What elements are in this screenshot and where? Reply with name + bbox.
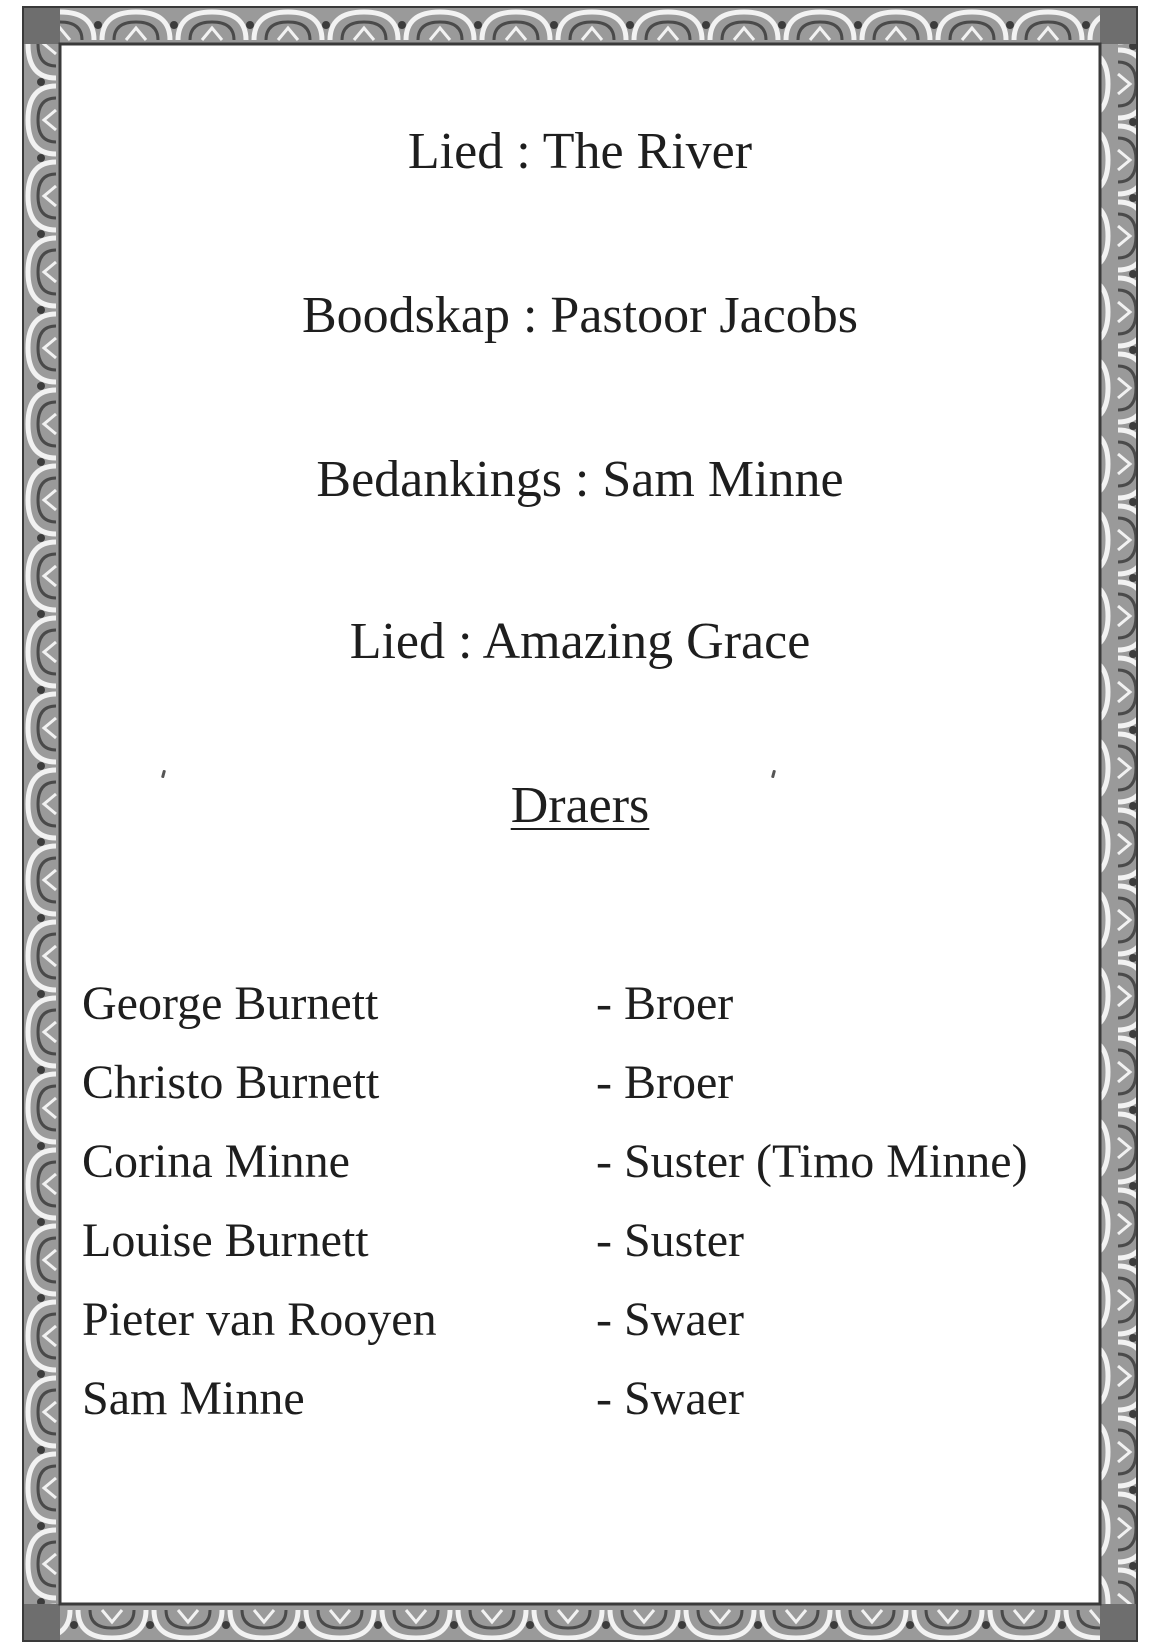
bearer-row [82,1201,1082,1280]
bearer-name: Corina Minne [82,1135,350,1188]
bearer-row [82,1280,1082,1359]
draers-heading: Draers [510,777,650,834]
bearer-row [82,1359,1082,1438]
bearer-name: Louise Burnett [82,1214,369,1267]
bearer-relation: - Swaer [596,1372,744,1425]
programme-item-song-1: Lied : The River [407,123,753,180]
bearer-name: Pieter van Rooyen [82,1293,437,1346]
programme-item-thanks: Bedankings : Sam Minne [316,451,844,508]
bearer-relation: - Suster (Timo Minne) [596,1135,1028,1188]
bearer-row [82,964,1082,1043]
programme-item-message: Boodskap : Pastoor Jacobs [301,287,859,344]
bearer-name: George Burnett [82,977,379,1030]
programme-item-song-2: Lied : Amazing Grace [349,613,811,670]
bearer-row [82,1043,1082,1122]
bearers-list [82,964,1082,1438]
bearer-relation: - Swaer [596,1293,744,1346]
bearer-row [82,1122,1082,1201]
bearer-name: Sam Minne [82,1372,305,1425]
bearer-name: Christo Burnett [82,1056,380,1109]
programme-content [62,46,1098,1602]
bearer-relation: - Broer [596,1056,734,1109]
bearer-relation: - Broer [596,977,734,1030]
bearer-relation: - Suster [596,1214,744,1267]
